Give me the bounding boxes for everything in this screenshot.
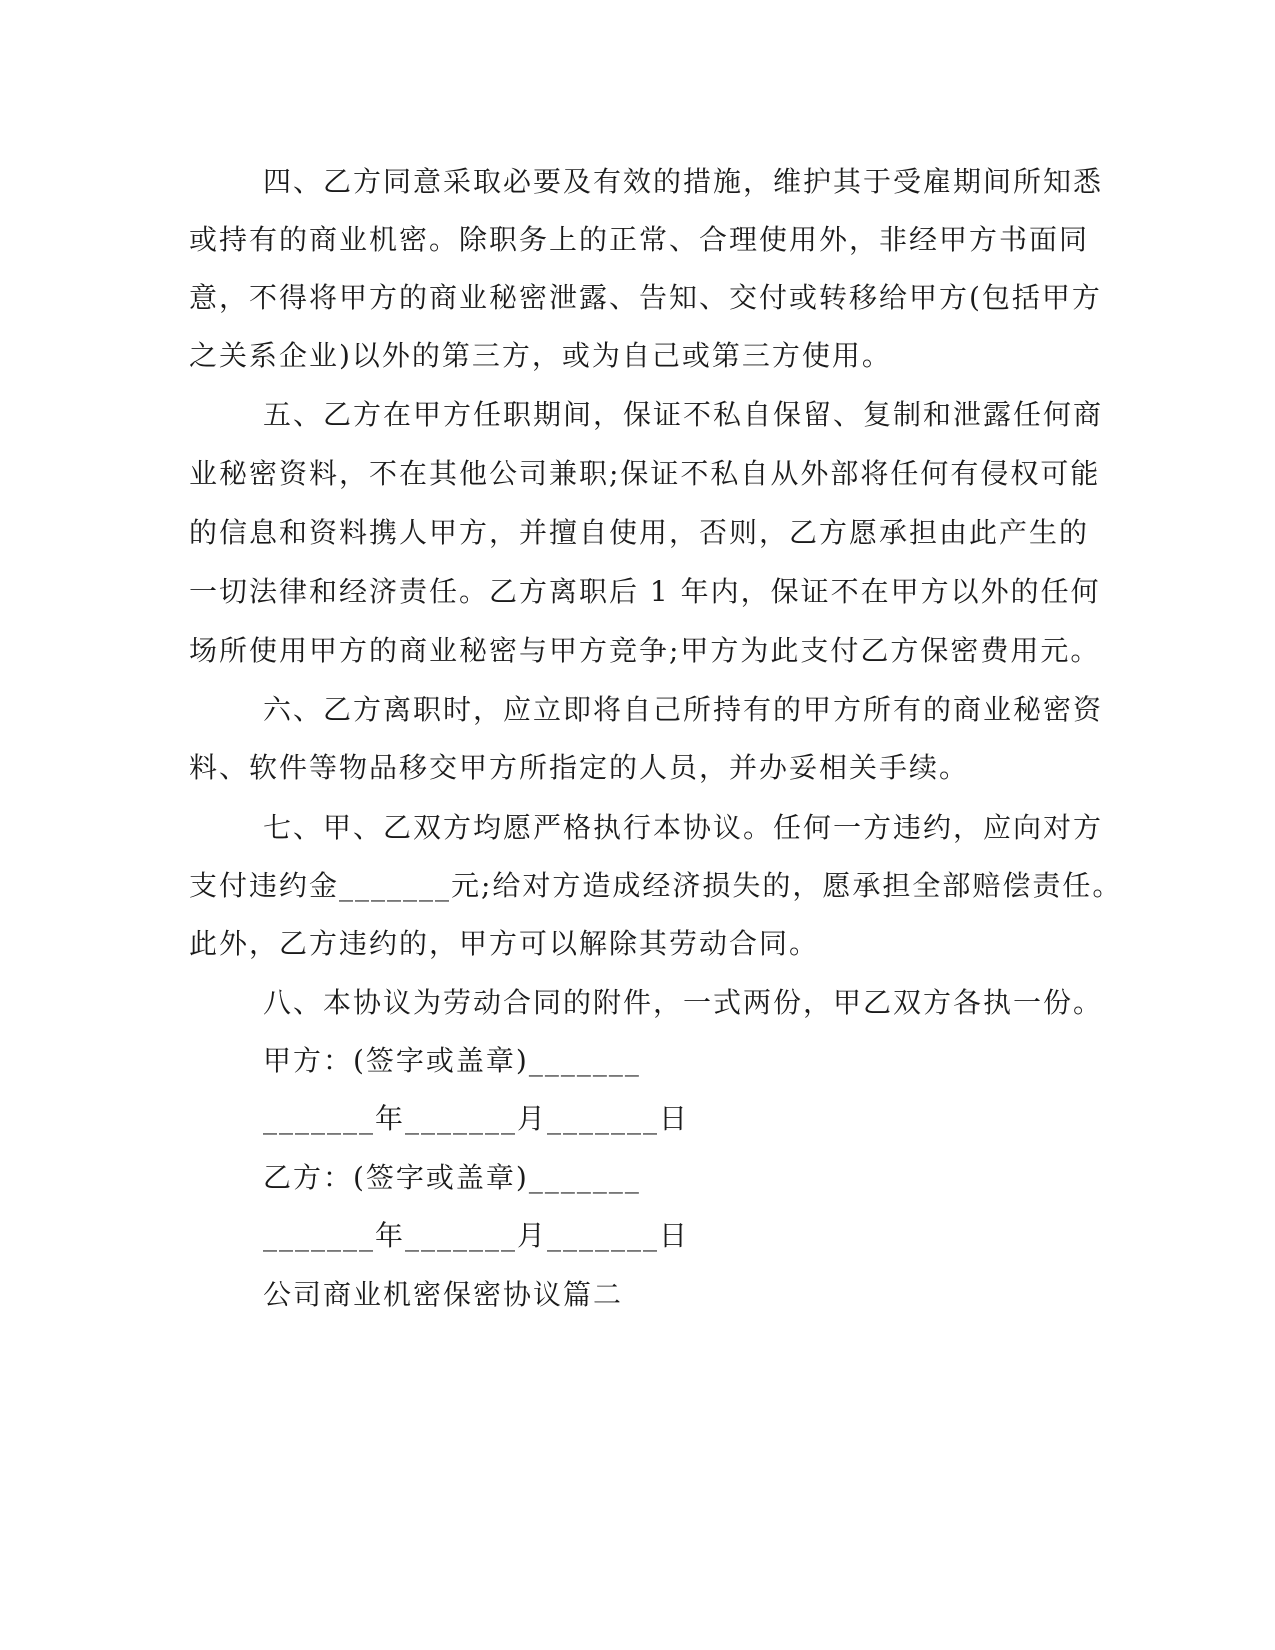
clause-6-line-2: 料、软件等物品移交甲方所指定的人员，并办妥相关手续。	[189, 751, 970, 784]
clause-4-line-4: 之关系企业)以外的第三方，或为自己或第三方使用。	[189, 339, 892, 372]
clause-6-line-1: 六、乙方离职时，应立即将自己所持有的甲方所有的商业秘密资	[263, 693, 1104, 726]
clause-8-line-1: 八、本协议为劳动合同的附件，一式两份，甲乙双方各执一份。	[263, 986, 1104, 1019]
clause-7-line-1: 七、甲、乙双方均愿严格执行本协议。任何一方违约，应向对方	[263, 811, 1104, 844]
party-a-signature: 甲方：(签字或盖章)_______	[263, 1044, 641, 1077]
clause-5-line-3: 的信息和资料携人甲方，并擅自使用，否则，乙方愿承担由此产生的	[189, 516, 1090, 549]
clause-5-line-5: 场所使用甲方的商业秘密与甲方竞争;甲方为此支付乙方保密费用元。	[189, 634, 1101, 667]
clause-4-line-1: 四、乙方同意采取必要及有效的措施，维护其于受雇期间所知悉	[263, 165, 1104, 198]
clause-5-line-4: 一切法律和经济责任。乙方离职后 1 年内，保证不在甲方以外的任何	[189, 575, 1101, 608]
clause-5-line-1: 五、乙方在甲方任职期间，保证不私自保留、复制和泄露任何商	[263, 398, 1104, 431]
party-a-date: _______年_______月_______日	[263, 1102, 690, 1135]
section-heading: 公司商业机密保密协议篇二	[263, 1278, 624, 1311]
clause-4-line-3: 意，不得将甲方的商业秘密泄露、告知、交付或转移给甲方(包括甲方	[189, 281, 1102, 314]
clause-7-line-2: 支付违约金_______元;给对方造成经济损失的，愿承担全部赔偿责任。	[189, 869, 1123, 902]
clause-7-line-3: 此外，乙方违约的，甲方可以解除其劳动合同。	[189, 927, 820, 960]
party-b-date: _______年_______月_______日	[263, 1219, 690, 1252]
clause-5-line-2: 业秘密资料，不在其他公司兼职;保证不私自从外部将任何有侵权可能	[189, 457, 1101, 490]
clause-4-line-2: 或持有的商业机密。除职务上的正常、合理使用外，非经甲方书面同	[189, 223, 1090, 256]
party-b-signature: 乙方：(签字或盖章)_______	[263, 1161, 641, 1194]
